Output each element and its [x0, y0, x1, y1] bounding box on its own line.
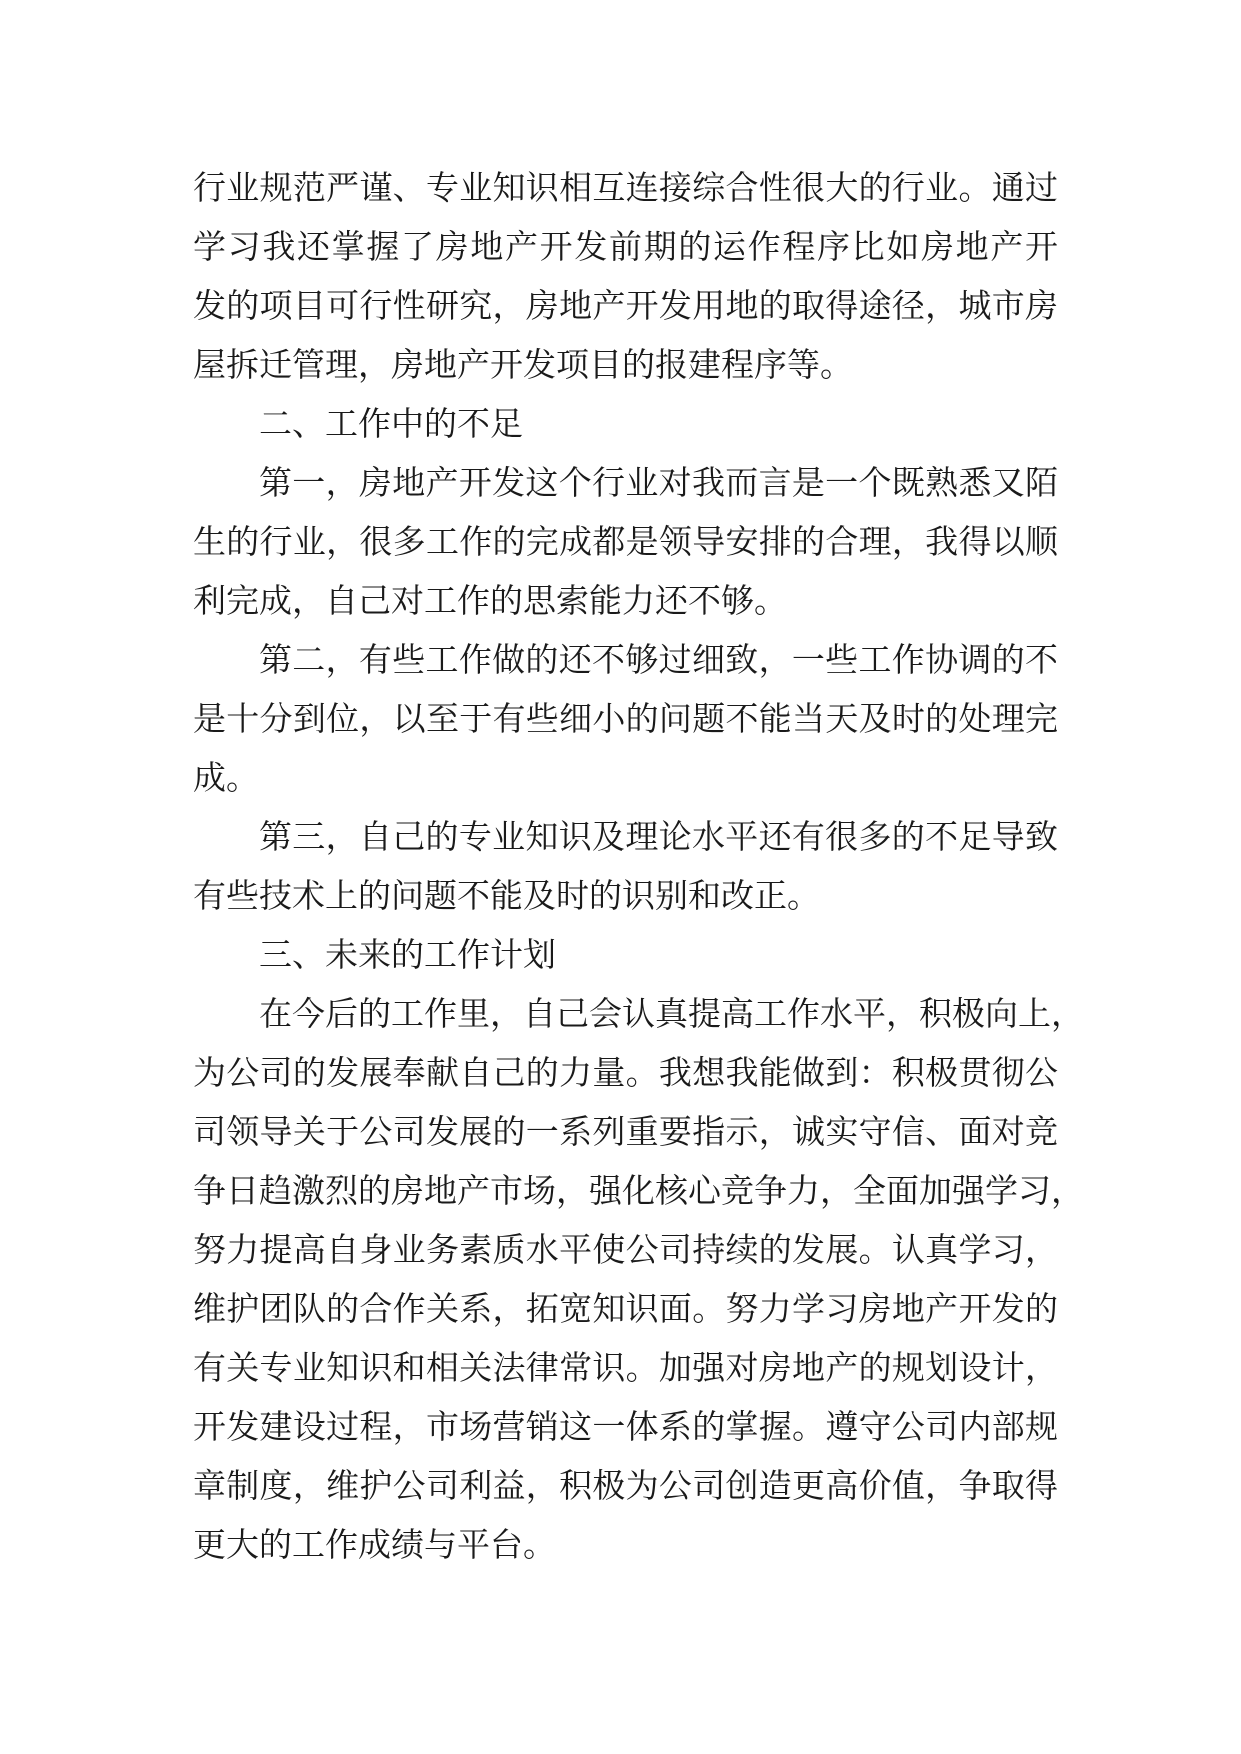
body-text-line: 争日趋激烈的房地产市场，强化核心竞争力，全面加强学习，	[193, 1171, 1084, 1210]
body-text-line: 第二，有些工作做的还不够过细致，一些工作协调的不	[259, 640, 1058, 679]
body-text-line: 屋拆迁管理，房地产开发项目的报建程序等。	[193, 345, 853, 384]
body-text-line: 第一，房地产开发这个行业对我而言是一个既熟悉又陌	[259, 463, 1058, 502]
body-text-line: 学习我还掌握了房地产开发前期的运作程序比如房地产开	[193, 227, 1058, 266]
body-text-line: 有些技术上的问题不能及时的识别和改正。	[193, 876, 820, 915]
body-text-line: 成。	[193, 758, 259, 797]
body-text-line: 第三，自己的专业知识及理论水平还有很多的不足导致	[259, 817, 1058, 856]
body-text-line: 行业规范严谨、专业知识相互连接综合性很大的行业。通过	[193, 168, 1058, 207]
body-text-line: 为公司的发展奉献自己的力量。我想我能做到：积极贯彻公	[193, 1053, 1058, 1092]
body-text-line: 开发建设过程，市场营销这一体系的掌握。遵守公司内部规	[193, 1407, 1058, 1446]
body-text-line: 发的项目可行性研究，房地产开发用地的取得途径，城市房	[193, 286, 1058, 325]
body-text-line: 生的行业，很多工作的完成都是领导安排的合理，我得以顺	[193, 522, 1058, 561]
body-text-line: 更大的工作成绩与平台。	[193, 1525, 556, 1564]
body-text-line: 章制度，维护公司利益，积极为公司创造更高价值，争取得	[193, 1466, 1058, 1505]
body-text-line: 司领导关于公司发展的一系列重要指示，诚实守信、面对竞	[193, 1112, 1058, 1151]
body-text-line: 维护团队的合作关系，拓宽知识面。努力学习房地产开发的	[193, 1289, 1058, 1328]
body-text-line: 有关专业知识和相关法律常识。加强对房地产的规划设计，	[193, 1348, 1058, 1387]
body-text-line: 努力提高自身业务素质水平使公司持续的发展。认真学习，	[193, 1230, 1058, 1269]
section-heading: 三、未来的工作计划	[259, 935, 556, 974]
body-text-line: 是十分到位，以至于有些细小的问题不能当天及时的处理完	[193, 699, 1058, 738]
body-text-line: 在今后的工作里，自己会认真提高工作水平，积极向上，	[259, 994, 1084, 1033]
section-heading: 二、工作中的不足	[259, 404, 523, 443]
body-text-line: 利完成，自己对工作的思索能力还不够。	[193, 581, 787, 620]
